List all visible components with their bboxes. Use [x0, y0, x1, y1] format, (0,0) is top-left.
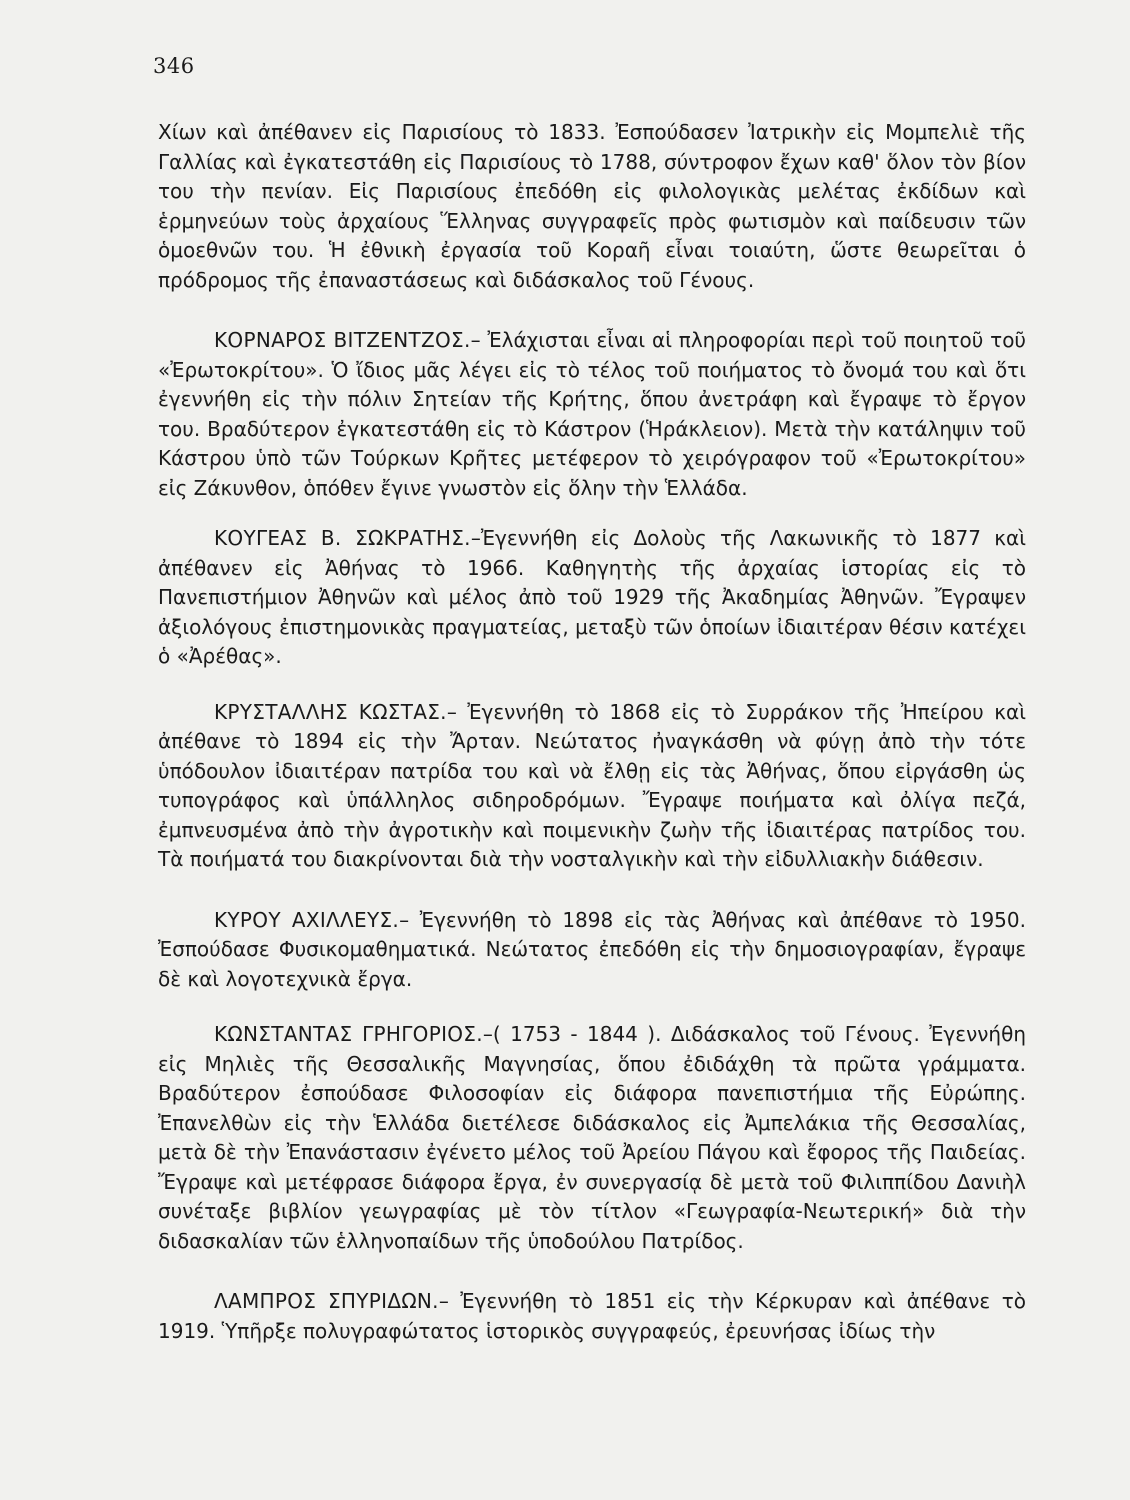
- entry-headword: ΚΥΡΟΥ ΑΧΙΛΛΕΥΣ.: [214, 907, 400, 932]
- entry-headword: ΚΩΝΣΤΑΝΤΑΣ ΓΡΗΓΟΡΙΟΣ.: [214, 1022, 483, 1046]
- entry-headword: ΛΑΜΠΡΟΣ ΣΠΥΡΙΔΩΝ.: [214, 1289, 439, 1313]
- entry-kornaros: [158, 326, 1026, 503]
- entry-lampros: [158, 1287, 1026, 1346]
- entry-text: –Ἐγεννήθη εἰς Δολοὺς τῆς Λακωνικῆς τὸ 1877 καὶ ἀπέθανεν εἰς Ἀθήνας τὸ 1966. Καθηγητὴς τῆς ἀρχαίας ἱστορίας εἰς τὸ Πανεπιστήμιον Ἀθηνῶν καὶ μέλος ἀπὸ τοῦ 1929 τῆς Ἀκαδημίας Ἀθηνῶν. Ἔγραψεν ἀξιολόγους ἐπιστημονικὰς πραγματείας, μεταξὺ τῶν ὁποίων ἰδιαιτέραν θέσιν κατέχει ὁ «Ἀρέθας».: [158, 526, 1026, 668]
- entry-text: – Ἐγεννήθη τὸ 1898 εἰς τὰς Ἀθήνας καὶ ἀπέθανε τὸ 1950. Ἐσπούδασε Φυσικομαθηματικά. Νεώτατος ἐπεδόθη εἰς τὴν δημοσιογραφίαν, ἔγραψε δὲ καὶ λογοτεχνικὰ ἔργα.: [158, 907, 1026, 991]
- entry-text: – Ἐγεννήθη τὸ 1851 εἰς τὴν Κέρκυραν καὶ ἀπέθανε τὸ 1919. Ὑπῆρξε πολυγραφώτατος ἱστορικὸς συγγραφεύς, ἐρευνήσας ἰδίως τὴν: [158, 1289, 1026, 1343]
- entry-konstantas: [158, 1020, 1026, 1256]
- continuation-paragraph: [158, 118, 1026, 295]
- entry-kougeas: [158, 524, 1026, 672]
- entry-text: – Ἐγεννήθη τὸ 1868 εἰς τὸ Συρράκον τῆς Ἠπείρου καὶ ἀπέθανε τὸ 1894 εἰς τὴν Ἄρταν. Νεώτατος ἠναγκάσθη νὰ φύγῃ ἀπὸ τὴν τότε ὑπόδουλον ἰδιαιτέραν πατρίδα του καὶ νὰ ἔλθῃ εἰς τὰς Ἀθήνας, ὅπου εἰργάσθη ὡς τυπογράφος καὶ ὑπάλληλος σιδηροδρόμων. Ἔγραψε ποιήματα καὶ ὀλίγα πεζά, ἐμπνευσμένα ἀπὸ τὴν ἀγροτικὴν καὶ ποιμενικὴν ζωὴν τῆς ἰδιαιτέρας πατρίδος του. Τὰ ποιήματά του διακρίνονται διὰ τὴν νοσταλγικὴν καὶ τὴν εἰδυλλιακὴν διάθεσιν.: [158, 699, 1026, 871]
- entry-headword: ΚΟΥΓΕΑΣ Β. ΣΩΚΡΑΤΗΣ.: [214, 526, 471, 550]
- entry-text: – Ἐλάχισται εἶναι αἱ πληροφορίαι περὶ τοῦ ποιητοῦ τοῦ «Ἐρωτοκρίτου». Ὁ ἴδιος μᾶς λέγει εἰς τὸ τέλος τοῦ ποιήματος τὸ ὄνομά του καὶ ὅτι ἐγεννήθη εἰς τὴν πόλιν Σητείαν τῆς Κρήτης, ὅπου ἀνετράφη καὶ ἔγραψε τὸ ἔργον του. Βραδύτερον ἐγκατεστάθη εἰς τὸ Κάστρον (Ἡράκλειον). Μετὰ τὴν κατάληψιν τοῦ Κάστρου ὑπὸ τῶν Τούρκων Κρῆτες μετέφερον τὸ χειρόγραφον τοῦ «Ἐρωτοκρίτου» εἰς Ζάκυνθον, ὁπόθεν ἔγινε γνωστὸν εἰς ὅλην τὴν Ἑλλάδα.: [158, 328, 1026, 500]
- entry-text: –( 1753 - 1844 ). Διδάσκαλος τοῦ Γένους. Ἐγεννήθη εἰς Μηλιὲς τῆς Θεσσαλικῆς Μαγνησίας, ὅπου ἐδιδάχθη τὰ πρῶτα γράμματα. Βραδύτερον ἐσπούδασε Φιλοσοφίαν εἰς διάφορα πανεπιστήμια τῆς Εὐρώπης. Ἐπανελθὼν εἰς τὴν Ἑλλάδα διετέλεσε διδάσκαλος εἰς Ἀμπελάκια τῆς Θεσσαλίας, μετὰ δὲ τὴν Ἐπανάστασιν ἐγένετο μέλος τοῦ Ἀρείου Πάγου καὶ ἔφορος τῆς Παιδείας. Ἔγραψε καὶ μετέφρασε διάφορα ἔργα, ἐν συνεργασίᾳ δὲ μετὰ τοῦ Φιλιππίδου Δανιὴλ συνέταξε βιβλίον γεωγραφίας μὲ τὸν τίτλον «Γεωγραφία-Νεωτερική» διὰ τὴν διδασκαλίαν τῶν ἑλληνοπαίδων τῆς ὑποδούλου Πατρίδος.: [158, 1022, 1026, 1253]
- entry-headword: ΚΟΡΝΑΡΟΣ ΒΙΤΖΕΝΤΖΟΣ.: [214, 328, 471, 352]
- page-number: 346: [153, 54, 195, 78]
- paragraph-text: Χίων καὶ ἀπέθανεν εἰς Παρισίους τὸ 1833. Ἐσπούδασεν Ἰατρικὴν εἰς Μομπελιὲ τῆς Γαλλίας καὶ ἐγκατεστάθη εἰς Παρισίους τὸ 1788, σύντροφον ἔχων καθ' ὅλον τὸν βίον του τὴν πενίαν. Εἰς Παρισίους ἐπεδόθη εἰς φιλολογικὰς μελέτας ἐκδίδων καὶ ἑρμηνεύων τοὺς ἀρχαίους Ἕλληνας συγγραφεῖς πρὸς φωτισμὸν καὶ παίδευσιν τῶν ὁμοεθνῶν του. Ἡ ἐθνικὴ ἐργασία τοῦ Κοραῆ εἶναι τοιαύτη, ὥστε θεωρεῖται ὁ πρόδρομος τῆς ἐπαναστάσεως καὶ διδάσκαλος τοῦ Γένους.: [158, 120, 1026, 292]
- page-body: [158, 118, 1026, 1346]
- entry-kyrou: [158, 906, 1026, 995]
- entry-krystallis: [158, 698, 1026, 875]
- entry-headword: ΚΡΥΣΤΑΛΛΗΣ ΚΩΣΤΑΣ.: [214, 699, 447, 724]
